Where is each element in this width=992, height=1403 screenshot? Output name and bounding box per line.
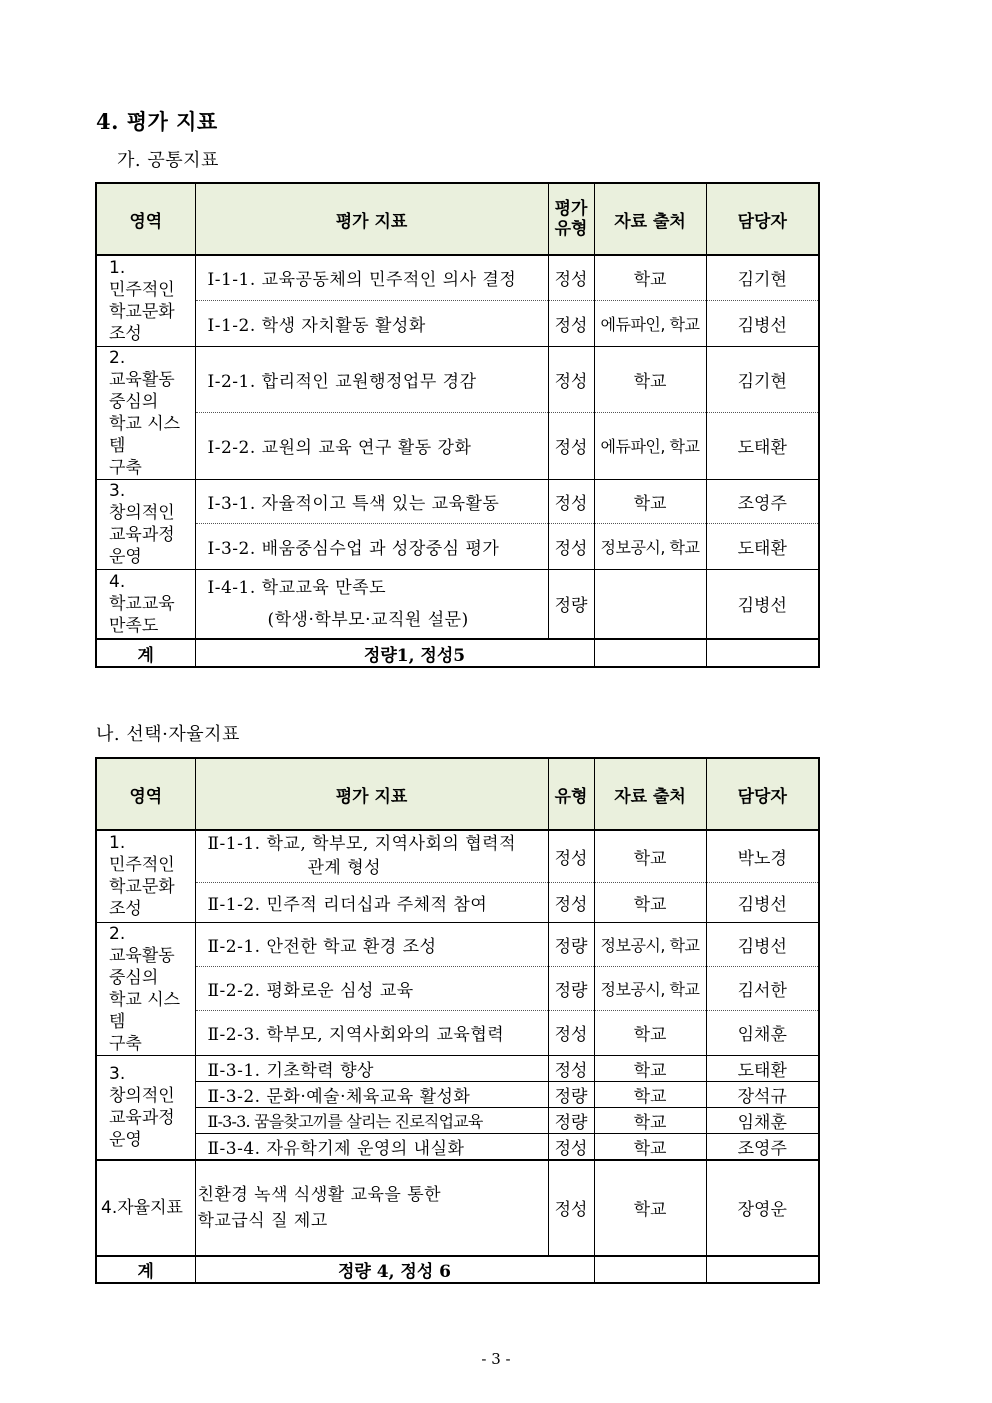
manager-cell: 임채훈 xyxy=(706,1107,819,1133)
source-cell: 학교 xyxy=(594,1081,706,1107)
total-empty-cell xyxy=(706,1256,819,1283)
area-cell: 2. 교육활동 중심의 학교 시스템 구축 xyxy=(96,922,195,1055)
indicator-main: Ⅱ-1-1. 학교, 학부모, 지역사회의 협력적 xyxy=(207,834,516,855)
indicator-sub: 관계 형성 xyxy=(307,858,382,879)
col-type-header xyxy=(548,183,594,255)
type-cell: 정성 xyxy=(548,413,594,480)
indicator-cell: Ⅰ-2-1. 합리적인 교원행정업무 경감 xyxy=(195,346,548,413)
total-value: 정량 4, 정성 6 xyxy=(195,1256,594,1283)
manager-cell: 김기현 xyxy=(706,255,819,300)
manager-cell: 김병선 xyxy=(706,300,819,346)
indicator-cell: Ⅰ-1-2. 학생 자치활동 활성화 xyxy=(195,300,548,346)
area-cell: 4.자율지표 xyxy=(96,1160,195,1256)
indicator-cell: Ⅱ-2-1. 안전한 학교 환경 조성 xyxy=(195,922,548,966)
col-area-header: 영역 xyxy=(96,758,195,830)
manager-cell: 조영주 xyxy=(706,479,819,523)
area-cell: 1. 민주적인 학교문화 조성 xyxy=(96,255,195,346)
total-empty-cell xyxy=(594,1256,706,1283)
manager-cell: 김병선 xyxy=(706,922,819,966)
source-cell: 정보공시, 학교 xyxy=(594,966,706,1010)
source-cell: 학교 xyxy=(594,830,706,882)
col-source-header: 자료 출처 xyxy=(594,183,706,255)
area-cell: 4. 학교교육 만족도 xyxy=(96,569,195,639)
type-cell: 정량 xyxy=(548,569,594,639)
table-row xyxy=(96,1107,819,1133)
manager-cell: 조영주 xyxy=(706,1133,819,1160)
table-row xyxy=(96,882,819,922)
total-label: 계 xyxy=(96,639,195,667)
indicator-cell: Ⅱ-3-1. 기초학력 향상 xyxy=(195,1055,548,1081)
type-cell: 정성 xyxy=(548,1133,594,1160)
type-cell: 정량 xyxy=(548,1107,594,1133)
col-indicator-header: 평가 지표 xyxy=(195,183,548,255)
indicator-cell: Ⅰ-3-1. 자율적이고 특색 있는 교육활동 xyxy=(195,479,548,523)
area-cell: 3. 창의적인 교육과정 운영 xyxy=(96,1055,195,1160)
table-row xyxy=(96,1055,819,1081)
source-cell: 학교 xyxy=(594,882,706,922)
table-row xyxy=(96,830,819,882)
source-cell: 학교 xyxy=(594,255,706,300)
source-cell: 학교 xyxy=(594,346,706,413)
manager-cell: 김병선 xyxy=(706,882,819,922)
indicator-cell: Ⅱ-3-2. 문화·예술·체육교육 활성화 xyxy=(195,1081,548,1107)
col-manager-header: 담당자 xyxy=(706,183,819,255)
indicator-cell: Ⅱ-2-2. 평화로운 심성 교육 xyxy=(195,966,548,1010)
type-cell: 정성 xyxy=(548,1160,594,1256)
col-area-header: 영역 xyxy=(96,183,195,255)
manager-cell: 김서한 xyxy=(706,966,819,1010)
indicator-cell: Ⅱ-1-2. 민주적 리더십과 주체적 참여 xyxy=(195,882,548,922)
indicator-sub: 학교급식 질 제고 xyxy=(197,1210,328,1231)
type-cell: 정량 xyxy=(548,922,594,966)
indicator-cell: Ⅰ-2-2. 교원의 교육 연구 활동 강화 xyxy=(195,413,548,480)
area-cell: 2. 교육활동 중심의 학교 시스템 구축 xyxy=(96,346,195,479)
manager-cell: 도태환 xyxy=(706,523,819,569)
manager-cell: 도태환 xyxy=(706,1055,819,1081)
total-label: 계 xyxy=(96,1256,195,1283)
type-cell: 정량 xyxy=(548,1081,594,1107)
source-cell: 학교 xyxy=(594,1133,706,1160)
source-cell: 에듀파인, 학교 xyxy=(594,300,706,346)
total-value: 정량1, 정성5 xyxy=(195,639,594,667)
type-cell: 정성 xyxy=(548,1011,594,1055)
table-row xyxy=(96,413,819,480)
source-cell: 학교 xyxy=(594,1107,706,1133)
indicator-sub: (학생·학부모·교직원 설문) xyxy=(267,609,469,630)
source-cell: 에듀파인, 학교 xyxy=(594,413,706,480)
table-row xyxy=(96,255,819,300)
table-row xyxy=(96,1081,819,1107)
indicator-cell: Ⅱ-3-4. 자유학기제 운영의 내실화 xyxy=(195,1133,548,1160)
manager-cell: 임채훈 xyxy=(706,1011,819,1055)
indicator-cell xyxy=(195,1160,548,1256)
indicator-cell: Ⅱ-3-3. 꿈을찾고끼를 살리는 진로직업교육 xyxy=(195,1107,548,1133)
col-type-header-l2: 유형 xyxy=(554,219,588,239)
table-row xyxy=(96,569,819,639)
table-row xyxy=(96,300,819,346)
manager-cell: 도태환 xyxy=(706,413,819,480)
source-cell xyxy=(594,569,706,639)
indicator-cell xyxy=(195,569,548,639)
area-cell: 3. 창의적인 교육과정 운영 xyxy=(96,479,195,569)
manager-cell: 김기현 xyxy=(706,346,819,413)
manager-cell: 김병선 xyxy=(706,569,819,639)
col-type-header-l1: 평가 xyxy=(554,199,588,219)
indicator-main: Ⅰ-4-1. 학교교육 만족도 xyxy=(207,577,387,598)
total-empty-cell xyxy=(706,639,819,667)
table-row xyxy=(96,479,819,523)
source-cell: 정보공시, 학교 xyxy=(594,523,706,569)
total-empty-cell xyxy=(594,639,706,667)
col-source-header: 자료 출처 xyxy=(594,758,706,830)
indicator-cell xyxy=(195,830,548,882)
section-title: 4. 평가 지표 xyxy=(96,109,218,134)
source-cell: 정보공시, 학교 xyxy=(594,922,706,966)
indicator-cell: Ⅰ-3-2. 배움중심수업 과 성장중심 평가 xyxy=(195,523,548,569)
type-cell: 정성 xyxy=(548,479,594,523)
common-indicators-subtitle: 가. 공통지표 xyxy=(117,150,219,171)
manager-cell: 박노경 xyxy=(706,830,819,882)
table-row xyxy=(96,346,819,413)
table-row xyxy=(96,1011,819,1055)
table-header-row xyxy=(96,758,819,830)
type-cell: 정성 xyxy=(548,830,594,882)
type-cell: 정성 xyxy=(548,346,594,413)
table-row xyxy=(96,1160,819,1256)
optional-indicators-subtitle: 나. 선택·자율지표 xyxy=(96,724,240,745)
source-cell: 학교 xyxy=(594,479,706,523)
common-indicators-table xyxy=(95,182,820,668)
manager-cell: 장영운 xyxy=(706,1160,819,1256)
area-cell: 1. 민주적인 학교문화 조성 xyxy=(96,830,195,922)
page-number: - 3 - xyxy=(481,1350,511,1368)
table-row xyxy=(96,523,819,569)
manager-cell: 장석규 xyxy=(706,1081,819,1107)
table-row xyxy=(96,922,819,966)
source-cell: 학교 xyxy=(594,1160,706,1256)
table-header-row xyxy=(96,183,819,255)
optional-indicators-table xyxy=(95,757,820,1284)
total-row xyxy=(96,639,819,667)
type-cell: 정성 xyxy=(548,300,594,346)
col-manager-header: 담당자 xyxy=(706,758,819,830)
indicator-cell: Ⅱ-2-3. 학부모, 지역사회와의 교육협력 xyxy=(195,1011,548,1055)
table-row xyxy=(96,1133,819,1160)
indicator-main: 친환경 녹색 식생활 교육을 통한 xyxy=(197,1184,442,1205)
type-cell: 정량 xyxy=(548,966,594,1010)
type-cell: 정성 xyxy=(548,255,594,300)
type-cell: 정성 xyxy=(548,523,594,569)
table-row xyxy=(96,966,819,1010)
total-row xyxy=(96,1256,819,1283)
type-cell: 정성 xyxy=(548,1055,594,1081)
col-type-header: 유형 xyxy=(548,758,594,830)
source-cell: 학교 xyxy=(594,1055,706,1081)
type-cell: 정성 xyxy=(548,882,594,922)
source-cell: 학교 xyxy=(594,1011,706,1055)
col-indicator-header: 평가 지표 xyxy=(195,758,548,830)
indicator-cell: Ⅰ-1-1. 교육공동체의 민주적인 의사 결정 xyxy=(195,255,548,300)
